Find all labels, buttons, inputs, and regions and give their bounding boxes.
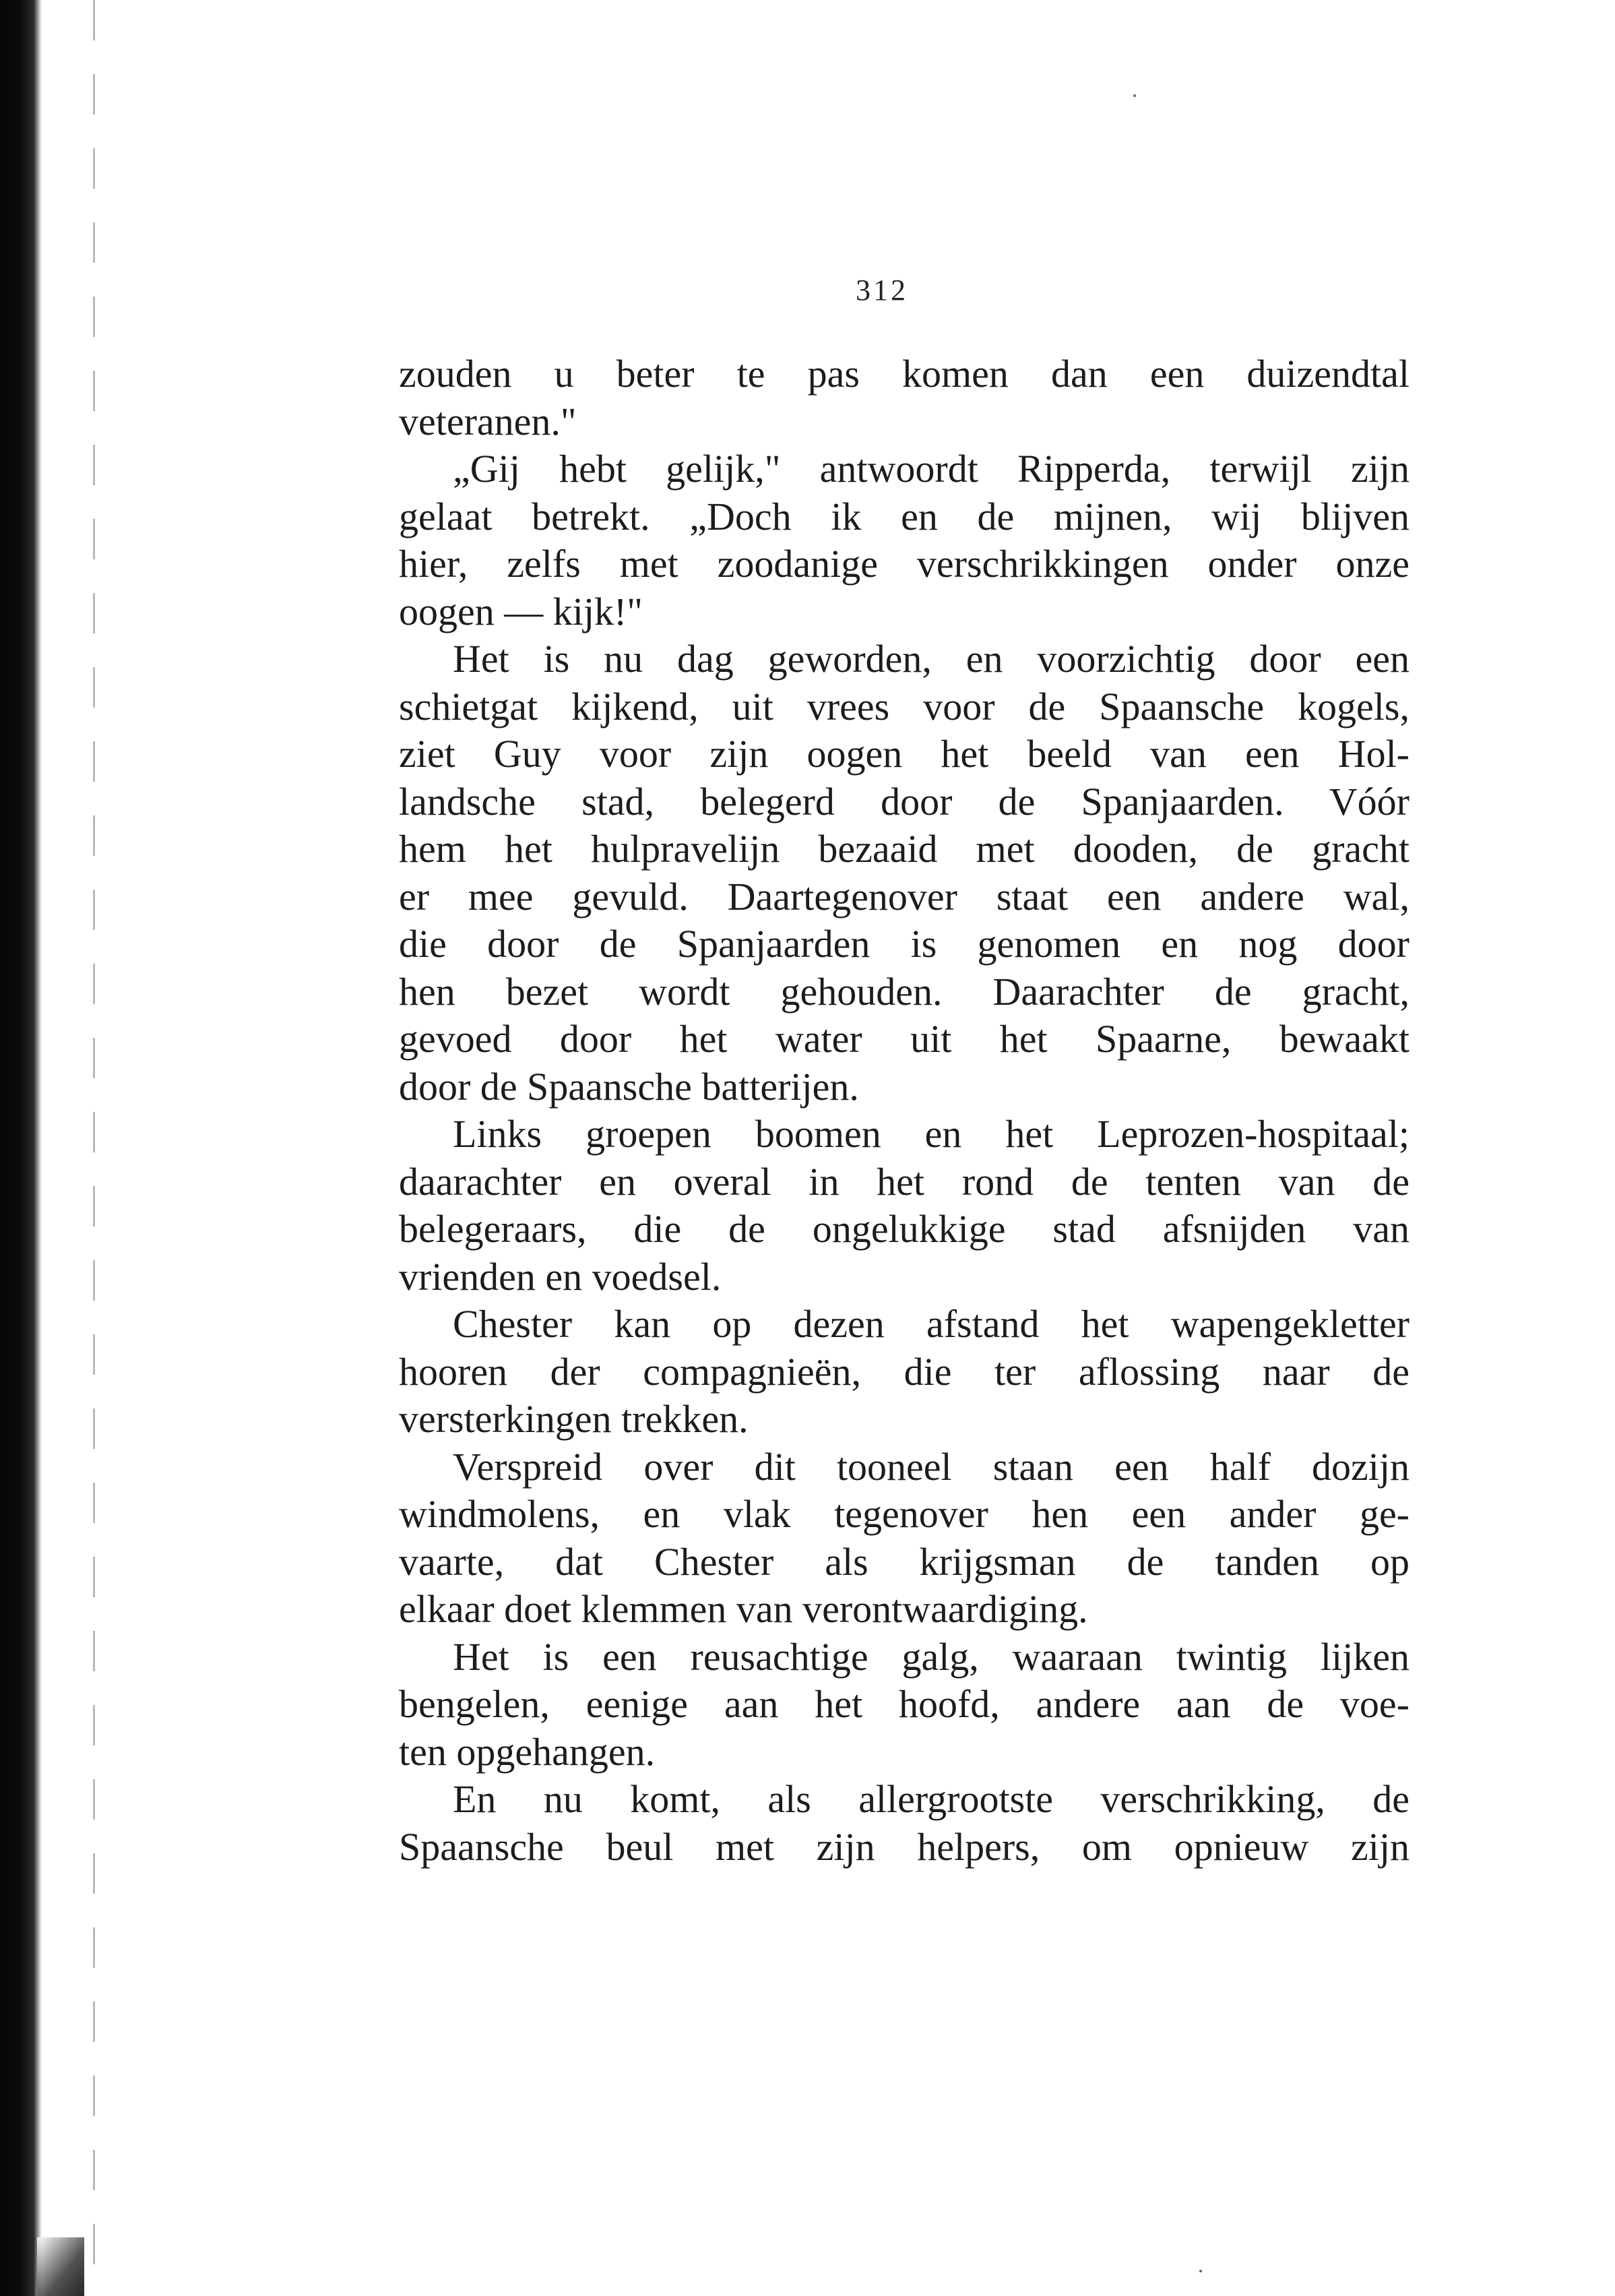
page-binding-edge (0, 0, 42, 2296)
text-line: vrienden en voedsel. (399, 1254, 722, 1299)
text-line: versterkingen trekken. (399, 1397, 749, 1441)
text-line: hier, zelfs met zoodanige verschrikkingen onder onze (399, 542, 1410, 586)
text-line: door de Spaansche batterijen. (399, 1064, 859, 1109)
text-line: Chester kan op dezen afstand het wapengekletter (453, 1302, 1410, 1346)
text-line: Het is een reusachtige galg, waaraan twintig lijken (453, 1634, 1410, 1679)
text-line: gevoed door het water uit het Spaarne, bewaakt (399, 1017, 1410, 1061)
text-line: vaarte, dat Chester als krijgsman de tanden op (399, 1539, 1410, 1584)
text-line: daarachter en overal in het rond de tenten van de (399, 1159, 1410, 1204)
text-line: schietgat kijkend, uit vrees voor de Spaansche kogels, (399, 684, 1410, 728)
text-line: windmolens, en vlak tegenover hen een ander ge- (399, 1492, 1410, 1536)
text-line: Het is nu dag geworden, en voorzichtig door een (453, 637, 1410, 681)
text-line: hooren der compagnieën, die ter aflossing naar de (399, 1349, 1410, 1394)
paper-speck (1133, 94, 1136, 97)
text-line: Verspreid over dit tooneel staan een half dozijn (453, 1444, 1410, 1489)
text-line: zouden u beter te pas komen dan een duizendtal (399, 352, 1410, 396)
page-binding-shadow (37, 2237, 84, 2296)
text-line: Spaansche beul met zijn helpers, om opnieuw zijn (399, 1824, 1410, 1869)
text-line: er mee gevuld. Daartegenover staat een andere wal, (399, 874, 1410, 919)
text-line: landsche stad, belegerd door de Spanjaarden. Vóór (399, 779, 1410, 824)
text-line: ten opgehangen. (399, 1729, 656, 1774)
text-line: bengelen, eenige aan het hoofd, andere aan de voe- (399, 1682, 1410, 1726)
text-line: „Gij hebt gelijk," antwoordt Ripperda, terwijl zijn (453, 447, 1410, 491)
text-line: hem het hulpravelijn bezaaid met dooden, de gracht (399, 827, 1410, 871)
text-line: En nu komt, als allergrootste verschrikking, de (453, 1777, 1410, 1821)
text-line: oogen — kijk!" (399, 589, 643, 633)
paper-speck (1199, 2270, 1202, 2272)
body-text (399, 350, 1410, 1871)
text-line: Links groepen boomen en het Leprozen-hospitaal; (453, 1112, 1410, 1156)
text-line: die door de Spanjaarden is genomen en nog door (399, 922, 1410, 966)
text-line: ziet Guy voor zijn oogen het beeld van een Hol- (399, 732, 1410, 776)
text-line: gelaat betrekt. „Doch ik en de mijnen, wij blijven (399, 494, 1410, 538)
gutter-scan-line (93, 0, 95, 2296)
text-line: belegeraars, die de ongelukkige stad afsnijden van (399, 1207, 1410, 1251)
text-line: hen bezet wordt gehouden. Daarachter de gracht, (399, 969, 1410, 1014)
text-line: veteranen." (399, 399, 577, 443)
text-line: elkaar doet klemmen van verontwaardiging. (399, 1587, 1088, 1631)
page-number: 312 (856, 274, 908, 307)
